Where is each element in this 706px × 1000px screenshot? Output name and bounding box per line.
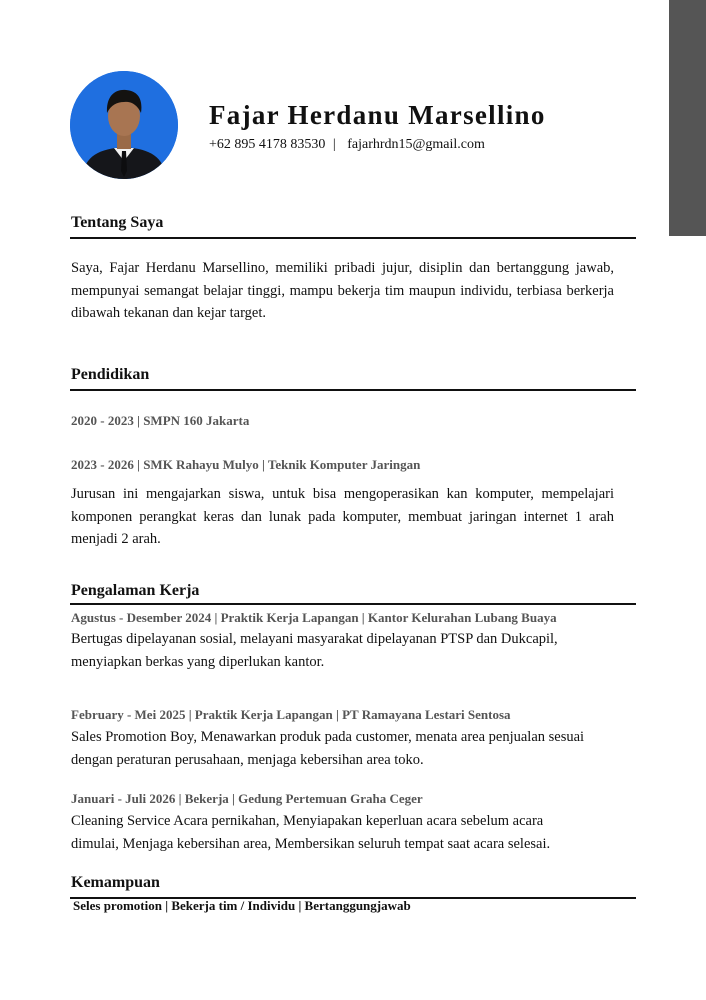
education-entry-heading: 2023 - 2026 | SMK Rahayu Mulyo | Teknik Komputer Jaringan [71, 457, 421, 472]
experience-entry-description: Sales Promotion Boy, Menawarkan produk pada customer, menata area penjualan sesuai dengan peraturan perusahaan, menjaga kebersihan area toko. [71, 729, 585, 768]
education-entry-description: Jurusan ini mengajarkan siswa, untuk bisa mengoperasikan kan komputer, mempelajari komponen perangkat keras dan lunak pada komputer, membuat jaringan internet 1 arah menjadi 2 arah. [71, 486, 614, 547]
contact-line [209, 137, 485, 153]
phone-number: +62 895 4178 83530 [209, 137, 326, 152]
full-name: Fajar Herdanu Marsellino [209, 100, 546, 130]
section-title-education: Pendidikan [71, 366, 150, 383]
experience-entry-heading: Januari - Juli 2026 | Bekerja | Gedung Pertemuan Graha Ceger [71, 791, 423, 806]
section-title-experience: Pengalaman Kerja [71, 582, 200, 599]
section-divider [70, 389, 636, 391]
about-text: Saya, Fajar Herdanu Marsellino, memiliki pribadi jujur, disiplin dan bertanggung jawab, mempunyai semangat belajar tinggi, mampu bekerja tim maupun individu, terbiasa berkerja dibawah tekanan dan kejar target. [71, 260, 614, 321]
experience-entry-heading: Agustus - Desember 2024 | Praktik Kerja Lapangan | Kantor Kelurahan Lubang Buaya [71, 610, 557, 625]
profile-photo [70, 71, 178, 179]
contact-separator: | [332, 137, 336, 152]
person-photo-icon [70, 71, 178, 179]
experience-entry-heading: February - Mei 2025 | Praktik Kerja Lapangan | PT Ramayana Lestari Sentosa [71, 707, 511, 722]
skills-list: Seles promotion | Bekerja tim / Individu | Bertanggungjawab [73, 898, 411, 913]
email-address: fajarhrdn15@gmail.com [347, 137, 485, 152]
section-divider [70, 603, 636, 605]
education-entry-heading: 2020 - 2023 | SMPN 160 Jakarta [71, 413, 250, 428]
scrollbar-thumb[interactable] [669, 0, 706, 236]
section-divider [70, 237, 636, 239]
section-title-skills: Kemampuan [71, 874, 160, 891]
section-title-about: Tentang Saya [71, 214, 164, 231]
experience-entry-description: Cleaning Service Acara pernikahan, Menyiapakan keperluan acara sebelum acara dimulai, Menjaga kebersihan area, Membersikan seluruh tempat saat acara selesai. [71, 813, 551, 852]
experience-entry-description: Bertugas dipelayanan sosial, melayani masyarakat dipelayanan PTSP dan Dukcapil, menyiapkan berkas yang diperlukan kantor. [71, 631, 558, 670]
